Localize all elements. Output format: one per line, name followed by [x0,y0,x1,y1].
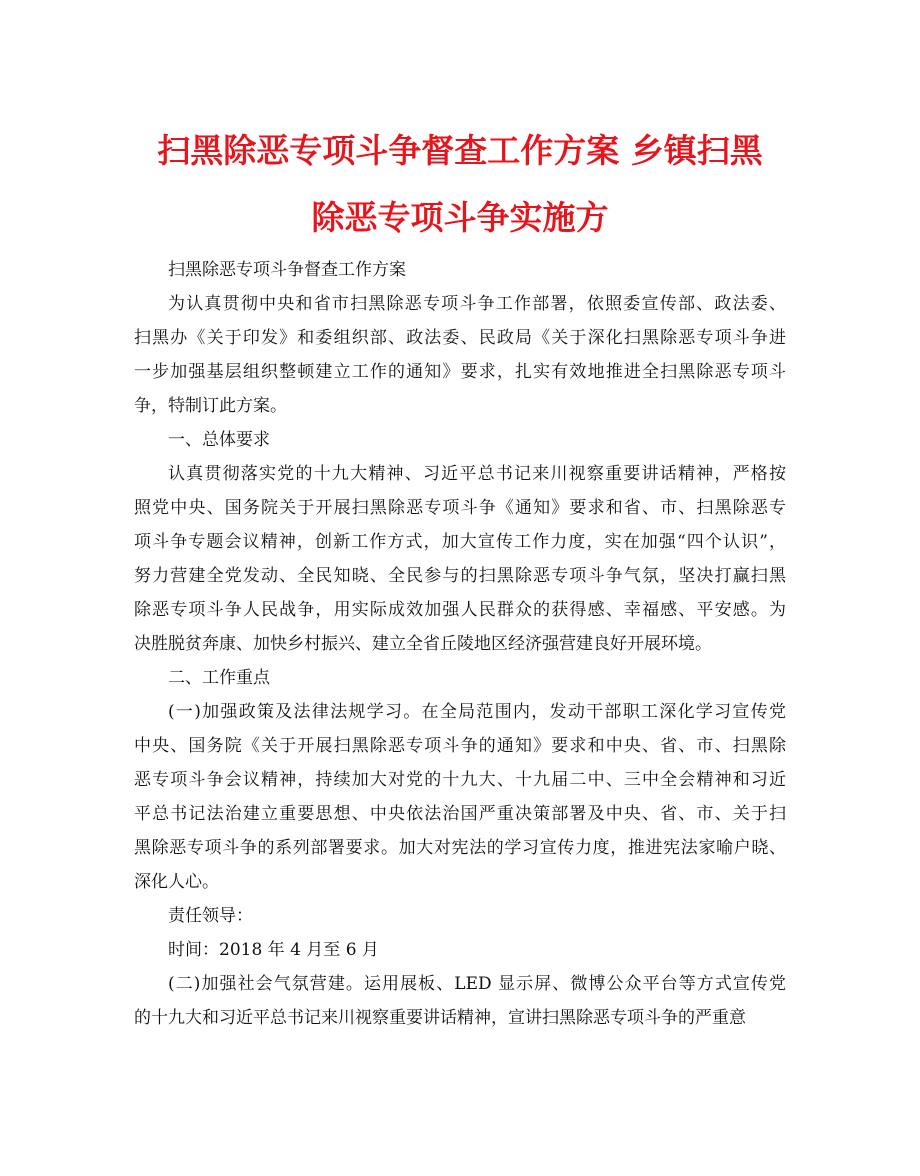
paragraph-line: 时间：2018 年 4 月至 6 月 [168,940,379,960]
paragraph-line: 一步加强基层组织整顿建立工作的通知》要求，扎实有效地推进全扫黑除恶专项斗 [134,362,786,382]
paragraph [134,899,786,933]
paragraph-line: 照党中央、国务院关于开展扫黑除恶专项斗争《通知》要求和省、市、扫黑除恶专 [134,498,786,518]
paragraph-line: 扫黑办《关于印发》和委组织部、政法委、民政局《关于深化扫黑除恶专项斗争进 [134,328,786,348]
paragraph-line: (一)加强政策及法律法规学习。在全局范围内，发动干部职工深化学习宣传党 [168,702,786,722]
paragraph-line: 项斗争专题会议精神，创新工作方式，加大宣传工作力度，实在加强“四个认识”， [134,532,786,552]
subtitle: 扫黑除恶专项斗争督查工作方案 [168,260,406,280]
document-title-line-2: 除恶专项斗争实施方 [311,198,609,237]
paragraph-line: 责任领导： [168,906,253,926]
paragraph [134,695,786,899]
paragraph-line: (二)加强社会气氛营建。运用展板、LED 显示屏、微博公众平台等方式宣传党 [168,974,786,994]
paragraph-line: 深化人心。 [134,872,219,892]
document-title-line-1: 扫黑除恶专项斗争督查工作方案 乡镇扫黑 [157,131,763,170]
paragraph [134,287,786,423]
paragraph-line: 黑除恶专项斗争的系列部署要求。加大对宪法的学习宣传力度，推进宪法家喻户晓、 [134,838,786,858]
paragraph-line: 平总书记法治建立重要思想、中央依法治国严重决策部署及中央、省、市、关于扫 [134,804,786,824]
subtitle-paragraph [134,253,786,287]
paragraph-line: 认真贯彻落实党的十九大精神、习近平总书记来川视察重要讲话精神，严格按 [168,464,786,484]
paragraph-line: 决胜脱贫奔康、加快乡村振兴、建立全省丘陵地区经济强营建良好开展环境。 [134,634,712,654]
paragraph-line: 除恶专项斗争人民战争，用实际成效加强人民群众的获得感、幸福感、平安感。为 [134,600,786,620]
paragraph-line: 为认真贯彻中央和省市扫黑除恶专项斗争工作部署，依照委宣传部、政法委、 [168,294,786,314]
paragraph-line: 恶专项斗争会议精神，持续加大对党的十九大、十九届二中、三中全会精神和习近 [134,770,786,790]
paragraph [134,457,786,661]
paragraph [134,661,786,695]
paragraph [134,423,786,457]
paragraph-line: 的十九大和习近平总书记来川视察重要讲话精神，宣讲扫黑除恶专项斗争的严重意 [134,1008,746,1028]
paragraph-line: 二、工作重点 [168,668,270,688]
paragraph-line: 争，特制订此方案。 [134,396,287,416]
paragraph [134,967,786,1035]
paragraph [134,933,786,967]
paragraph-line: 一、总体要求 [168,430,270,450]
paragraph-list [134,287,786,1035]
paragraph-line: 努力营建全党发动、全民知晓、全民参与的扫黑除恶专项斗争气氛，坚决打赢扫黑 [134,566,786,586]
document-body [134,253,786,1035]
paragraph-line: 中央、国务院《关于开展扫黑除恶专项斗争的通知》要求和中央、省、市、扫黑除 [134,736,786,756]
